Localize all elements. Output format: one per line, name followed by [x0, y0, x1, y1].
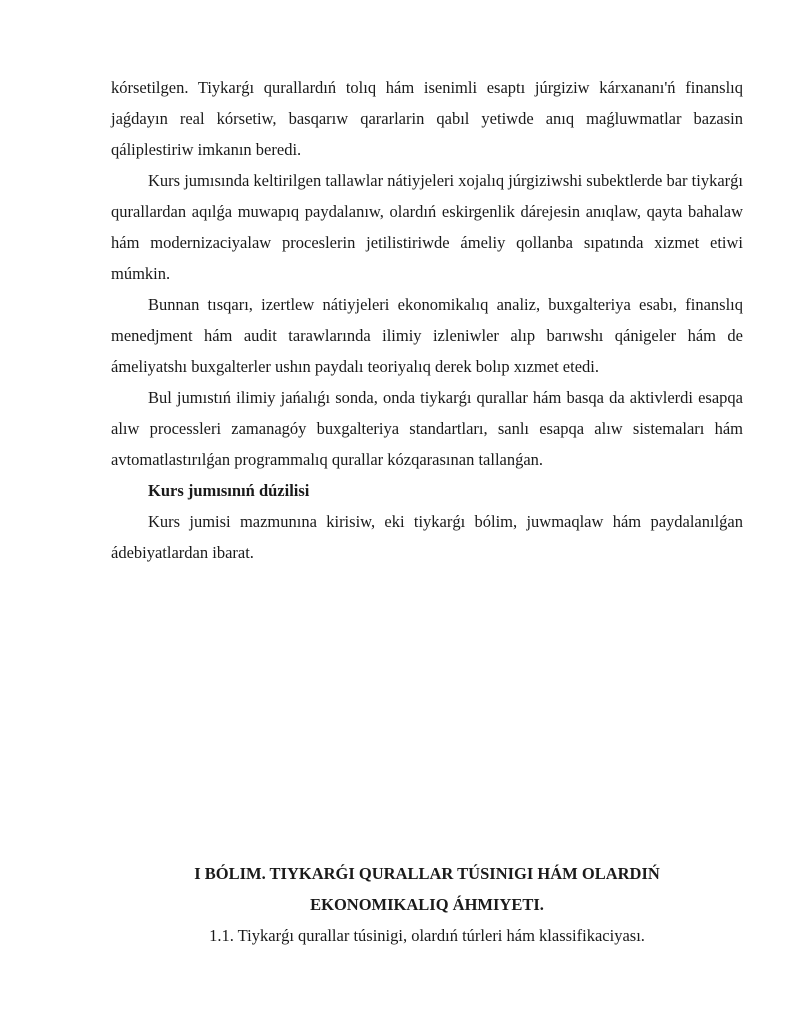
paragraph-practical-significance: Kurs jumısında keltirilgen tallawlar nátiyjeleri xojalıq júrgiziwshi subektlerde bar tiykarǵı qurallardan aqılǵa muwapıq paydalanıw, olardıń eskirgenlik dárejesin anıqlaw, qayta bahalaw hám modernizaciyalaw proceslerin jetilistiriwde ámeliy qollanba sıpatında xizmet etiwi múmkin. — [111, 171, 743, 283]
paragraph-conclusion-continued: kórsetilgen. Tiykarǵı qurallardıń tolıq hám isenimli esaptı júrgiziw kárxananı'ń finanslıq jaǵdayın real kórsetiw, basqarıw qararlarin qabıl yetiwde anıq maǵluwmatlar bazasin qáliplestiriw imkanın beredi. — [111, 78, 743, 159]
body-text — [111, 72, 743, 568]
chapter-heading-block — [111, 858, 743, 951]
paragraph-theoretical-significance: Bunnan tısqarı, izertlew nátiyjeleri ekonomikalıq analiz, buxgalteriya esabı, finanslıq menedjment hám audit tarawlarında ilimiy izleniwler alıp barıwshı qánigeler hám de ámeliyatshı buxgalterler ushın paydalı teoriyalıq derek bolıp xızmet etedi. — [111, 295, 743, 376]
section-title: 1.1. Tiykarǵı qurallar túsinigi, olardıń túrleri hám klassifikaciyası. — [209, 926, 645, 945]
subheading-structure: Kurs jumısınıń dúzilisi — [148, 481, 310, 500]
chapter-title-line-1: I BÓLIM. TIYKARǴI QURALLAR TÚSINIGI HÁM OLARDIŃ — [194, 864, 660, 883]
paragraph-structure: Kurs jumisi mazmunına kirisiw, eki tiykarǵı bólim, juwmaqlaw hám paydalanılǵan ádebiyatlardan ibarat. — [111, 512, 743, 562]
paragraph-scientific-novelty: Bul jumıstıń ilimiy jańalıǵı sonda, onda tiykarǵı qurallar hám basqa da aktivlerdi esapqa alıw processleri zamanagóy buxgalteriya standartları, sanlı esapqa alıw sistemaları hám avtomatlastırılǵan programmalıq qurallar kózqarasınan tallanǵan. — [111, 388, 743, 469]
chapter-title-line-2: EKONOMIKALIQ ÁHMIYETI. — [310, 895, 544, 914]
